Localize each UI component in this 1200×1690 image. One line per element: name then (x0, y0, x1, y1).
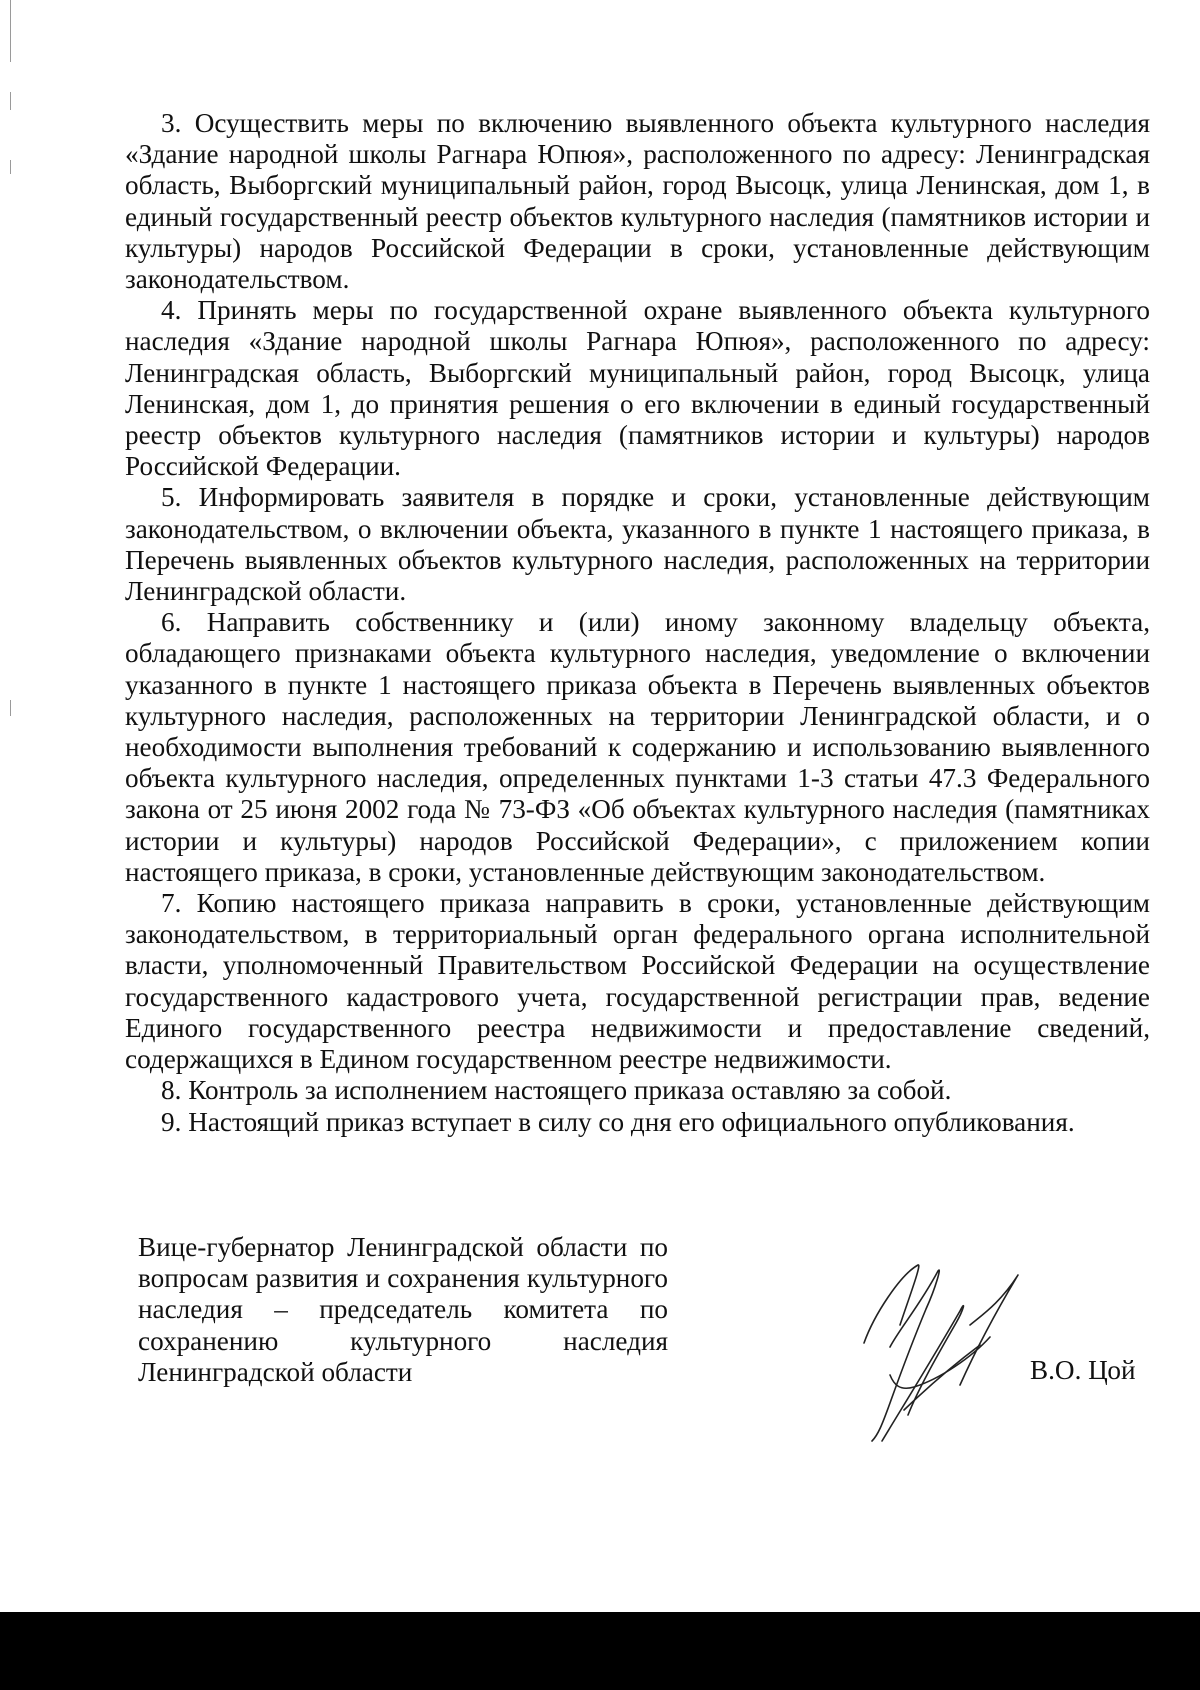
paragraph-3: 3. Осуществить меры по включению выявленного объекта культурного наследия «Здание народной школы Рагнара Юпюя», расположенного по адресу: Ленинградская область, Выборгский муниципальный район, город Высоцк, улица Ленинская, дом 1, в единый государственный реестр объектов культурного наследия (памятников истории и культуры) народов Российской Федерации в сроки, установленные действующим законодательством. (125, 108, 1150, 295)
paragraph-8: 8. Контроль за исполнением настоящего приказа оставляю за собой. (161, 1075, 952, 1106)
signatory-position: Вице-губернатор Ленинградской области по вопросам развития и сохранения культурного наследия – председатель комитета по сохранению культурного наследия Ленинградской области (138, 1232, 668, 1387)
scan-edge-mark (10, 92, 11, 110)
paragraph-6: 6. Направить собственнику и (или) иному законному владельцу объекта, обладающего признаками объекта культурного наследия, уведомление о включении указанного в пункте 1 настоящего приказа объекта в Перечень выявленных объектов культурного наследия, расположенных на территории Ленинградской области, и о необходимости выполнения требований к содержанию и использованию выявленного объекта культурного наследия, определенных пунктами 1-3 статьи 47.3 Федерального закона от 25 июня 2002 года № 73-ФЗ «Об объектах культурного наследия (памятниках истории и культуры) народов Российской Федерации», с приложением копии настоящего приказа, в сроки, установленные действующим законодательством. (125, 607, 1150, 887)
scan-edge-mark (10, 0, 11, 62)
paragraph-9: 9. Настоящий приказ вступает в силу со дня его официального опубликования. (161, 1106, 1075, 1137)
scan-edge-mark (10, 160, 11, 174)
signatory-name: В.О. Цой (1030, 1355, 1136, 1385)
paragraph-7: 7. Копию настоящего приказа направить в сроки, установленные действующим законодательством, в территориальный орган федерального органа исполнительной власти, уполномоченный Правительством Российской Федерации на осуществление государственного кадастрового учета, государственной регистрации прав, ведение Единого государственного реестра недвижимости и предоставление сведений, содержащихся в Едином государственном реестре недвижимости. (125, 888, 1150, 1075)
scan-edge-mark (10, 700, 11, 716)
paragraph-4: 4. Принять меры по государственной охране выявленного объекта культурного наследия «Здание народной школы Рагнара Юпюя», расположенного по адресу: Ленинградская область, Выборгский муниципальный район, город Высоцк, улица Ленинская, дом 1, до принятия решения о его включении в единый государственный реестр объектов культурного наследия (памятников истории и культуры) народов Российской Федерации. (125, 295, 1150, 482)
paragraph-5: 5. Информировать заявителя в порядке и сроки, установленные действующим законодательством, о включении объекта, указанного в пункте 1 настоящего приказа, в Перечень выявленных объектов культурного наследия, расположенных на территории Ленинградской области. (125, 482, 1150, 607)
scan-bottom-bar (0, 1612, 1200, 1690)
handwritten-signature (860, 1235, 1040, 1445)
order-body (125, 108, 1150, 1138)
